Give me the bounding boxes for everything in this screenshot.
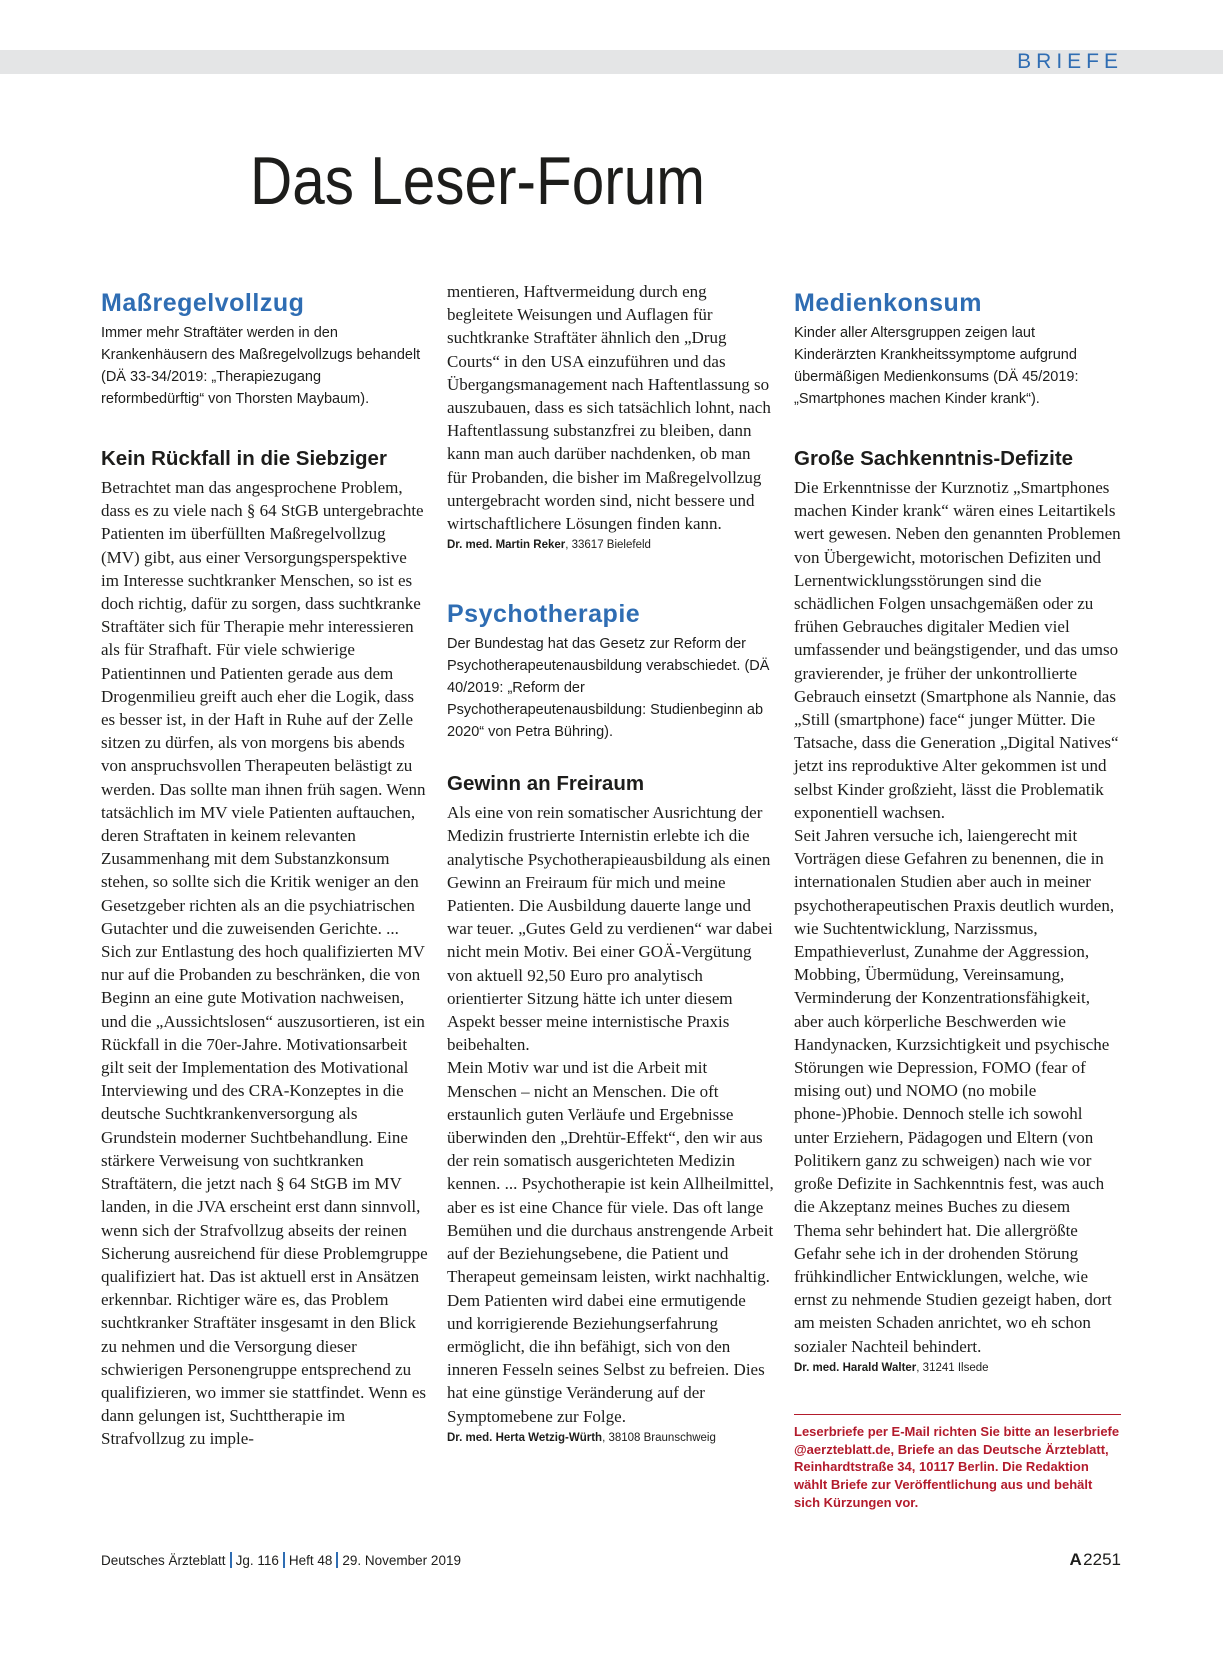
letter-body: Betrachtet man das angesprochene Problem, dass es zu viele nach § 64 StGB untergebrachte Patienten im überfüllten Maßregelvollzug (MV) gibt, aus einer Versorgungsperspektive im Interesse suchtkranker Menschen, so ist es doch richtig, dafür zu sorgen, dass suchtkranke Straftäter sich für Therapie mehr interessieren als für Strafhaft. Für viele schwierige Patientinnen und Patienten gerade aus dem Drogenmilieu greift auch eher die Logik, dass es besser ist, in der Haft in Ruhe auf der Zelle sitzen zu dürfen, als von morgens bis abends von anspruchsvollen Therapeuten belästigt zu werden. Das sollte man ihnen früh sagen. Wenn tatsächlich im MV viele Patienten auftauchen, deren Straftaten in keinem relevanten Zusammenhang mit dem Substanzkonsum stehen, so sollte sich die Kritik weniger an den Gesetzgeber richten als an die psychiatrischen Gutachter und die zuweisenden Gerichte. ... Sich zur Entlastung des hoch qualifizierten MV nur auf die Probanden zu beschränken, die von Beginn an eine gute Motivation nachweisen, und die „Aussichtslosen“ auszusortieren, ist ein Rückfall in die 70er-Jahre. Motivationsarbeit gilt seit der Implementation des Motivational Interviewing und des CRA-Konzeptes in die deutsche Suchtkrankenversorgung als Grundstein moderner Suchtbehandlung. Eine stärkere Verweisung von suchtkranken Straftätern, die jetzt nach § 64 StGB im MV landen, in die JVA erscheint erst dann sinnvoll, wenn sich der Strafvollzug abseits der reinen Sicherung ausreichend für diese Problemgruppe qualifiziert hat. Das ist aktuell erst in Ansätzen erkennbar. Richtiger wäre es, das Problem suchtkranker Straftäter insgesamt in den Blick zu nehmen und die Versorgung dieser schwierigen Personengruppe entsprechend zu qualifizieren, wo immer sie stattfindet. Wenn es dann gelungen ist, Suchttherapie im Strafvollzug zu imple- (101, 478, 428, 1449)
letter-body: Die Erkenntnisse der Kurznotiz „Smartphones machen Kinder krank“ wären eines Leitartikels wert gewesen. Neben den genannten Problemen von Übergewicht, motorischen Defiziten und Lernentwicklungsstörungen sind die schädlichen Folgen unsachgemäßen oder zu frühen Gebrauches digitaler Medien viel umfassender und beängstigender, und das umso gravierender, je früher der unkontrollierte Gebrauch einsetzt (Smartphone als Nannie, das „Still (smartphone) face“ junger Mütter. Die Tatsache, dass die Generation „Digital Natives“ jetzt ins reproduktive Alter gekommen ist und selbst Kinder großzieht, lässt die Problematik exponentiell wachsen. (794, 478, 1121, 822)
topic-heading: Medienkonsum (794, 289, 982, 317)
letter-headline: Große Sachkenntnis-Defizite (794, 447, 1074, 470)
signature-place: , 38108 Braunschweig (602, 1431, 716, 1444)
topic-heading: Psychotherapie (447, 600, 641, 629)
signature-name: Dr. med. Martin Reker (447, 539, 566, 552)
letter-signature (447, 1430, 774, 1446)
signature-name: Dr. med. Harald Walter (794, 1361, 917, 1374)
letter-headline: Kein Rückfall in die Siebziger (101, 447, 387, 470)
letter-body-continued: mentieren, Haftvermeidung durch eng begleitete Weisungen und Auflagen für suchtkranke Straftäter ähnlich den „Drug Courts“ in den USA einzuführen und das Übergangsmanagement nach Haftentlassung so auszubauen, dass es sich tatsächlich lohnt, nach Haftentlassung substanzfrei zu bleiben, dann kann man auch darüber nachdenken, ob man für Probanden, die bisher im Maßregelvollzug untergebracht worden sind, nicht bessere und wirtschaftlichere Lösungen finden kann. (447, 282, 771, 534)
letter-body: Seit Jahren versuche ich, laiengerecht mit Vorträgen diese Gefahren zu benennen, die in internationalen Studien aber auch in meiner psychotherapeutischen Praxis deutlich wurden, wie Suchtentwicklung, Narzissmus, Empathieverlust, Zunahme der Aggression, Mobbing, Übermüdung, Vereinsamung, Verminderung der Konzentrationsfähigkeit, aber auch körperliche Beschwerden wie Handynacken, Kurzsichtigkeit und psychische Störungen wie Depression, FOMO (fear of mising out) und NOMO (no mobile phone-)Phobie. Dennoch stelle ich sowohl unter Erziehern, Pädagogen und Eltern (von Politikern ganz zu schweigen) nach wie vor große Defizite in Sachkenntnis fest, was auch die Akzeptanz meines Buches zu diesem Thema sehr behindert hat. Die allergrößte Gefahr sehe ich in der drohenden Störung frühkindlicher Entwicklungen, welche, wie ernst zu nehmende Studien gezeigt haben, dort am meisten Schaden anrichtet, wo eh schon sozialer Nachteil behindert. (794, 826, 1115, 1356)
submission-notice: Leserbriefe per E-Mail richten Sie bitte an leserbriefe @aerzteblatt.de, Briefe an das Deutsche Ärzteblatt, Reinhardtstraße 34, 10117 Berlin. Die Redaktion wählt Briefe zur Veröffentlichung aus und behält sich Kürzungen vor. (794, 1414, 1121, 1512)
letter-body: Als eine von rein somatischer Ausrichtung der Medizin frustrierte Internistin erlebte ich die analytische Psychotherapieausbildung als einen Gewinn an Freiraum für mich und meine Patienten. Die Ausbildung dauerte lange und war teuer. „Gutes Geld zu verdienen“ war dabei nicht mein Motiv. Bei einer GOÄ-Vergütung von aktuell 92,50 Euro pro analytisch orientierter Sitzung hätte ich unter diesem Aspekt besser meine internistische Praxis beibehalten. (447, 803, 773, 1055)
journal-volume: Jg. 116 (235, 1553, 279, 1568)
footer-separator (230, 1552, 232, 1568)
letter-headline: Gewinn an Freiraum (447, 772, 645, 796)
page-footer (101, 1552, 461, 1570)
signature-name: Dr. med. Herta Wetzig-Würth (447, 1431, 603, 1444)
journal-name: Deutsches Ärzteblatt (101, 1553, 226, 1568)
column-2 (447, 282, 774, 1446)
page-prefix: A (1069, 1550, 1082, 1569)
section-label: BRIEFE (1017, 50, 1123, 73)
signature-place: , 33617 Bielefeld (565, 539, 651, 552)
column-1 (101, 288, 428, 1451)
topic-intro: Immer mehr Straftäter werden in den Krankenhäusern des Maßregelvollzugs behandelt (DÄ 33-34/2019: „Therapiezugang reformbedürftig“ von Thorsten Maybaum). (101, 325, 421, 407)
topic-heading: Maßregelvollzug (101, 289, 305, 317)
journal-issue: Heft 48 (288, 1553, 333, 1568)
letter-body: Mein Motiv war und ist die Arbeit mit Menschen – nicht an Menschen. Die oft erstaunlich guten Verläufe und Ergebnisse überwinden den „Drehtür-Effekt“, den wir aus der rein somatisch ausgerichteten Medizin kennen. ... Psychotherapie ist kein Allheilmittel, aber es ist eine Chance für viele. Das oft lange Bemühen und die durchaus anstrengende Arbeit auf der Beziehungsebene, die Patient und Therapeut gemeinsam leisten, wirkt nachhaltig. Dem Patienten wird dabei eine ermutigende und korrigierende Beziehungserfahrung ermöglicht, die ihn befähigt, sich von den inneren Fesseln seines Selbst zu befreien. Dies hat eine günstige Veränderung auf der Symptomebene zur Folge. (447, 1058, 774, 1426)
footer-separator (283, 1552, 285, 1568)
topic-intro: Kinder aller Altersgruppen zeigen laut Kinderärzten Krankheitssymptome aufgrund übermäßigen Medienkonsums (DÄ 45/2019: „Smartphones machen Kinder krank“). (794, 325, 1079, 407)
column-3 (794, 288, 1121, 1512)
signature-place: , 31241 Ilsede (916, 1361, 989, 1374)
topic-intro: Der Bundestag hat das Gesetz zur Reform der Psychotherapeutenausbildung verabschiedet. (DÄ 40/2019: „Reform der Psychotherapeutenausbildung: Studienbeginn ab 2020“ von Petra Bühring). (447, 636, 770, 741)
issue-date: 29. November 2019 (342, 1553, 461, 1568)
footer-separator (336, 1552, 338, 1568)
page-title: Das Leser-Forum (250, 143, 705, 219)
page-number (1069, 1549, 1121, 1571)
letter-signature (447, 537, 774, 553)
page-number-value: 2251 (1083, 1550, 1121, 1569)
letter-signature (794, 1360, 1121, 1376)
